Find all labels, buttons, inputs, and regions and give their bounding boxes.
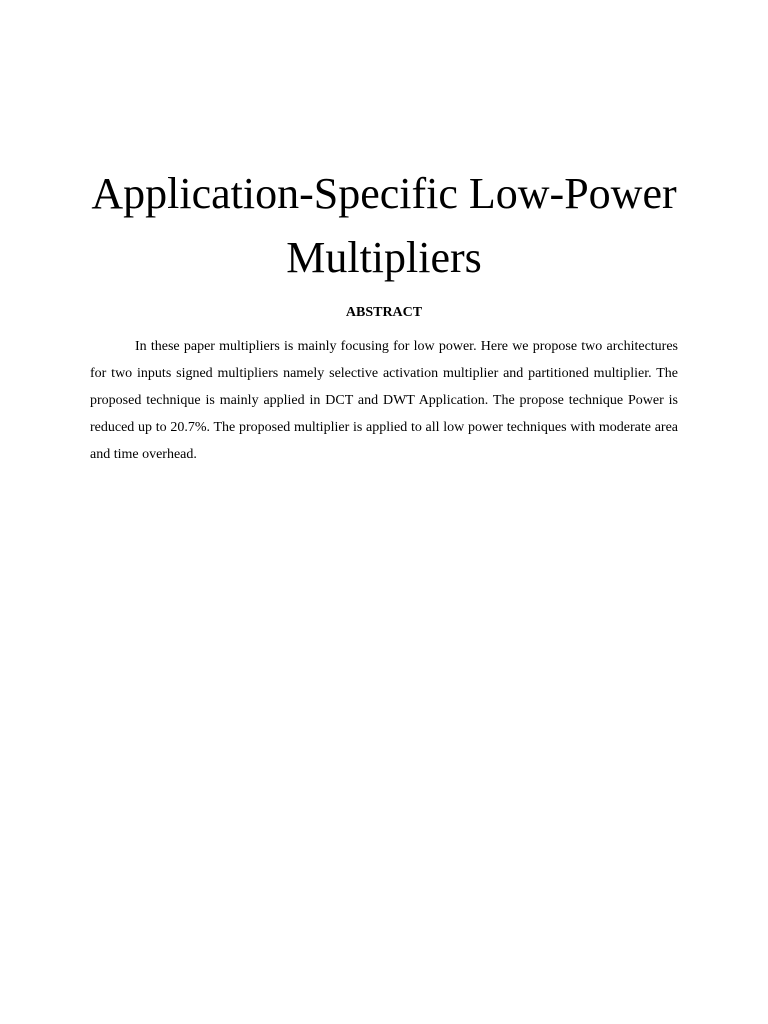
abstract-paragraph: In these paper multipliers is mainly focusing for low power. Here we propose two architectures for two inputs signed multipliers namely selective activation multiplier and partitioned multiplier. The proposed technique is mainly applied in DCT and DWT Application. The propose technique Power is reduced up to 20.7%. The proposed multiplier is applied to all low power techniques with moderate area and time overhead. [90, 339, 678, 462]
document-title: Application-Specific Low-Power Multipliers [91, 169, 677, 282]
abstract-heading: ABSTRACT [345, 305, 423, 320]
